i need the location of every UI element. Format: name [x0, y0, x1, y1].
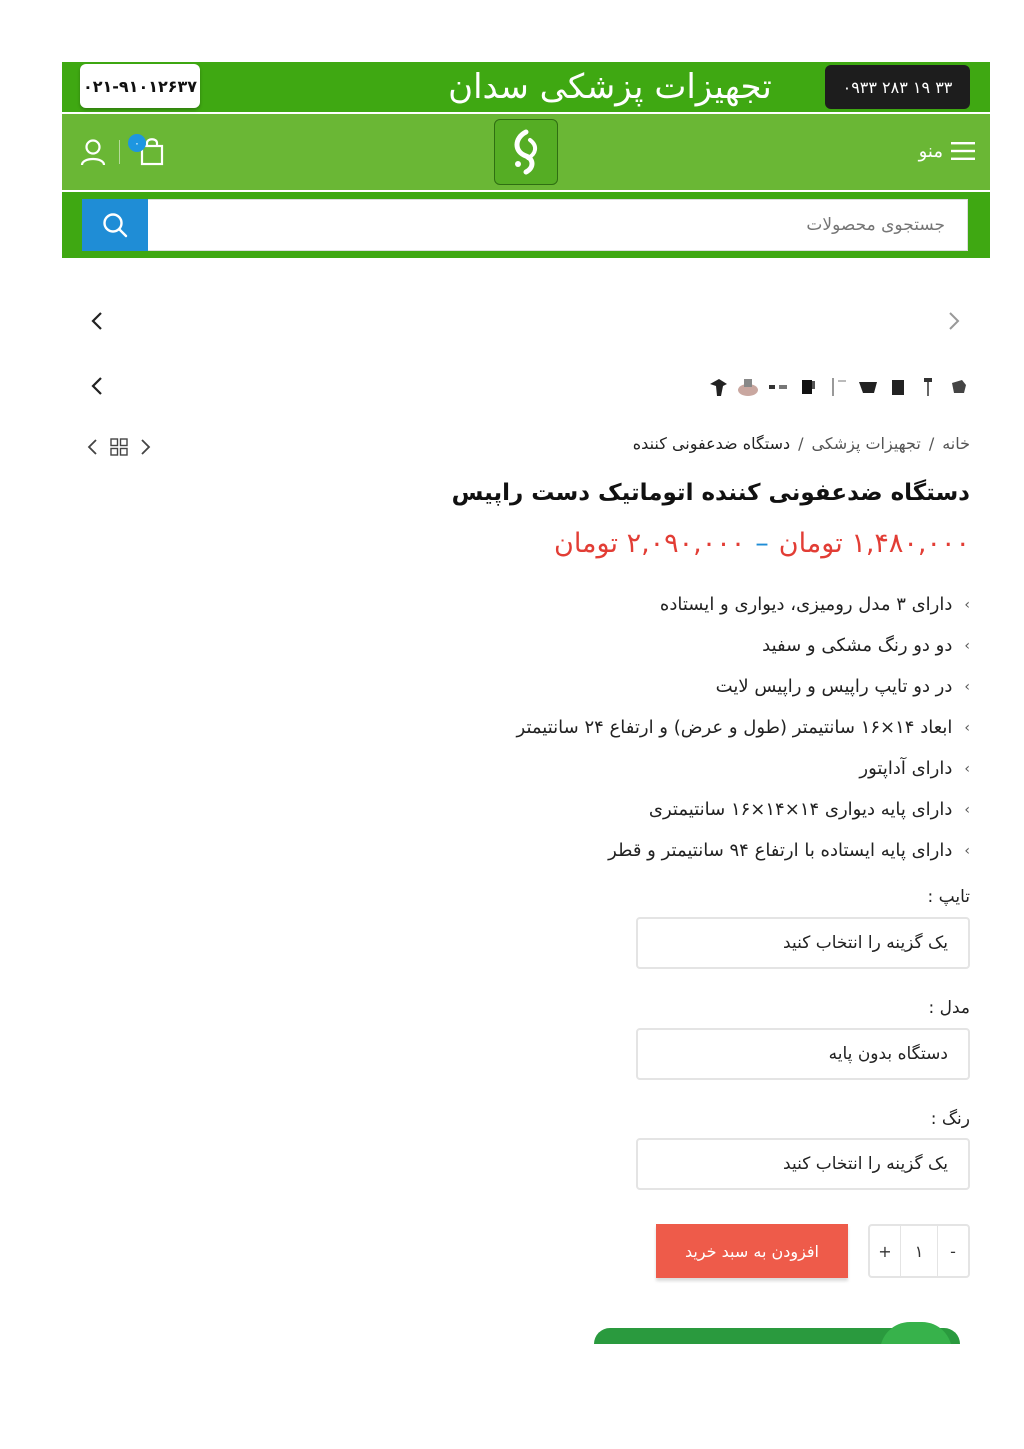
brand-title: تجهیزات پزشکی سدان	[448, 67, 772, 107]
thumbnail[interactable]	[946, 375, 970, 399]
product-title: دستگاه ضدعفونی کننده اتوماتیک دست راپیس	[451, 480, 970, 506]
chevron-right-icon	[942, 309, 966, 333]
feature-text: ابعاد ۱۴×۱۶ سانتیمتر (طول و عرض) و ارتفاع ۲۴ سانتیمتر	[516, 717, 953, 738]
product-price	[554, 528, 970, 559]
thumbnail[interactable]	[856, 375, 880, 399]
feature-text: در دو تایپ راپیس و راپیس لایت	[715, 676, 953, 697]
breadcrumb-separator: /	[928, 434, 935, 453]
prev-product-icon[interactable]	[86, 438, 100, 456]
hamburger-icon	[951, 141, 975, 161]
breadcrumb-home[interactable]: خانه	[942, 434, 970, 453]
bullet-chevron-icon: ›	[964, 678, 970, 695]
feature-item	[517, 584, 970, 625]
feature-text: دارای پایه ایستاده با ارتفاع ۹۴ سانتیمتر و قطر	[608, 840, 953, 861]
model-select[interactable]: دستگاه بدون پایه	[636, 1028, 970, 1080]
gallery-next-arrow[interactable]	[942, 309, 966, 337]
thumbnail[interactable]	[766, 375, 790, 399]
price-min: ۱,۴۸۰,۰۰۰ تومان	[778, 528, 970, 559]
quantity-decrease-button[interactable]: -	[950, 1241, 956, 1261]
bullet-chevron-icon: ›	[964, 842, 970, 859]
thumbnail[interactable]	[736, 375, 760, 399]
breadcrumb-current: دستگاه ضدعفونی کننده	[632, 434, 791, 453]
thumbnail[interactable]	[916, 375, 940, 399]
thumbnail[interactable]	[886, 375, 910, 399]
user-account-icon[interactable]	[80, 138, 106, 166]
next-product-icon[interactable]	[138, 438, 152, 456]
product-thumbnails	[700, 372, 970, 402]
breadcrumb-category[interactable]: تجهیزات پزشکی	[811, 434, 921, 453]
thumbnail[interactable]	[796, 375, 820, 399]
cart-count-badge: ۰	[128, 134, 146, 152]
feature-text: دارای ۳ مدل رومیزی، دیواری و ایستاده	[659, 594, 953, 615]
chevron-left-icon	[85, 309, 109, 333]
quantity-increase-button[interactable]: +	[878, 1241, 892, 1261]
product-pager	[86, 436, 152, 458]
menu-label: منو	[918, 140, 943, 162]
feature-item	[517, 830, 970, 871]
bullet-chevron-icon: ›	[964, 596, 970, 613]
header-divider	[119, 140, 120, 164]
feature-text: دو دو رنگ مشکی و سفید	[762, 635, 953, 656]
bullet-chevron-icon: ›	[964, 719, 970, 736]
thumbs-prev-arrow[interactable]	[85, 374, 109, 402]
thumbnail[interactable]	[826, 375, 850, 399]
grid-icon[interactable]	[110, 438, 128, 456]
breadcrumb	[633, 434, 970, 453]
site-logo[interactable]	[494, 119, 558, 185]
feature-item	[517, 748, 970, 789]
quantity-input[interactable]: ۱	[900, 1226, 938, 1276]
search-icon	[101, 211, 129, 239]
feature-item	[517, 666, 970, 707]
price-max: ۲,۰۹۰,۰۰۰ تومان	[554, 528, 746, 559]
search-button[interactable]	[82, 199, 148, 251]
add-to-cart-button[interactable]: افزودن به سبد خرید	[656, 1224, 848, 1278]
type-select[interactable]: یک گزینه را انتخاب کنید	[636, 917, 970, 969]
thumbnail[interactable]	[706, 375, 730, 399]
gallery-prev-arrow[interactable]	[85, 309, 109, 337]
model-label: مدل :	[928, 998, 970, 1018]
quantity-stepper	[868, 1224, 970, 1278]
feature-item	[517, 789, 970, 830]
breadcrumb-separator: /	[798, 434, 804, 453]
color-select[interactable]: یک گزینه را انتخاب کنید	[636, 1138, 970, 1190]
feature-text: دارای آداپتور	[859, 758, 953, 779]
page-bottom-blank	[0, 1344, 1024, 1449]
search-input[interactable]	[146, 199, 968, 251]
logo-icon	[504, 126, 548, 178]
menu-button[interactable]	[905, 134, 975, 168]
feature-text: دارای پایه دیواری ۱۴×۱۴×۱۶ سانتیمتری	[648, 799, 953, 820]
bullet-chevron-icon: ›	[964, 801, 970, 818]
color-label: رنگ :	[930, 1109, 970, 1129]
price-separator: –	[755, 528, 769, 559]
bullet-chevron-icon: ›	[964, 637, 970, 654]
feature-list	[517, 584, 970, 871]
phone-number-button[interactable]: ۰۲۱-۹۱۰۱۲۶۳۷	[80, 64, 200, 108]
chevron-left-icon	[85, 374, 109, 398]
mobile-number-button[interactable]: ۰۹۳۳ ۲۸۳ ۱۹ ۳۳	[825, 65, 970, 109]
feature-item	[517, 625, 970, 666]
bullet-chevron-icon: ›	[964, 760, 970, 777]
type-label: تایپ :	[927, 887, 970, 907]
feature-item	[517, 707, 970, 748]
